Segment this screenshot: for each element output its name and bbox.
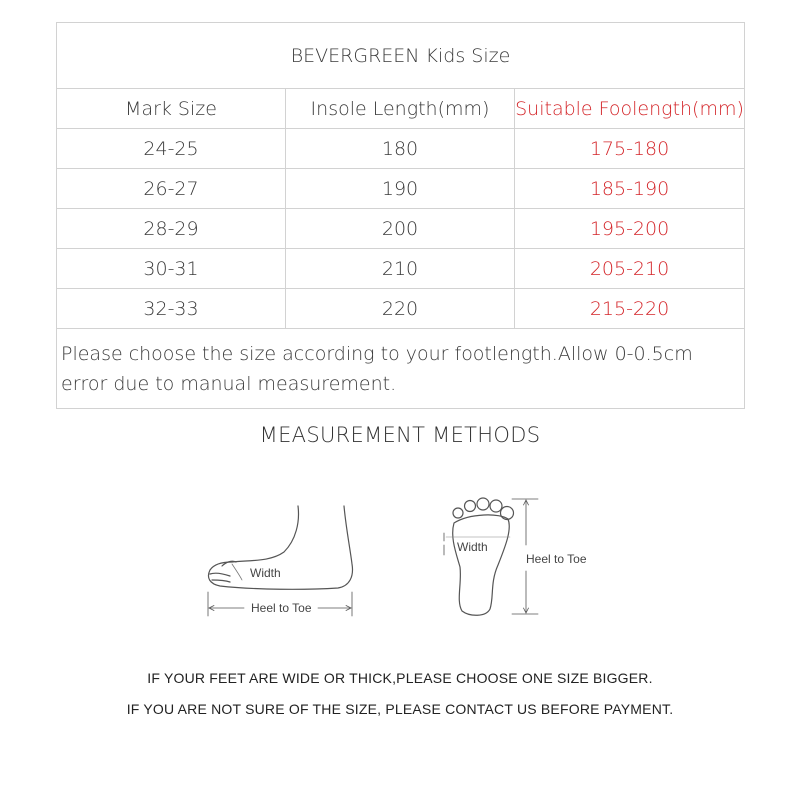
cell-insole-length: 190 <box>286 169 515 209</box>
header-suitable-footlength: Suitable Foolength(mm) <box>515 89 745 129</box>
cell-insole-length: 210 <box>286 249 515 289</box>
measurement-methods-title: MEASUREMENT METHODS <box>259 423 541 447</box>
cell-suitable-footlength: 175-180 <box>515 129 745 169</box>
size-note: Please choose the size according to your footlength.Allow 0-0.5cm error due to manual measurement. <box>57 329 745 409</box>
table-title: BEVERGREEN Kids Size <box>57 23 745 89</box>
side-width-label: Width <box>250 566 281 580</box>
cell-suitable-footlength: 205-210 <box>515 249 745 289</box>
cell-suitable-footlength: 215-220 <box>515 289 745 329</box>
header-insole-length: Insole Length(mm) <box>286 89 515 129</box>
table-row <box>57 129 745 169</box>
table-title-row <box>57 23 745 89</box>
header-mark-size: Mark Size <box>57 89 286 129</box>
cell-insole-length: 200 <box>286 209 515 249</box>
cell-suitable-footlength: 185-190 <box>515 169 745 209</box>
cell-insole-length: 220 <box>286 289 515 329</box>
cell-mark-size: 26-27 <box>57 169 286 209</box>
cell-mark-size: 24-25 <box>57 129 286 169</box>
top-width-label: Width <box>457 540 488 554</box>
table-row <box>57 289 745 329</box>
table-row <box>57 209 745 249</box>
notice-wide-feet: IF YOUR FEET ARE WIDE OR THICK,PLEASE CHOOSE ONE SIZE BIGGER. <box>147 670 653 686</box>
cell-mark-size: 30-31 <box>57 249 286 289</box>
table-row <box>57 169 745 209</box>
cell-insole-length: 180 <box>286 129 515 169</box>
side-length-label: Heel to Toe <box>251 601 312 615</box>
size-chart-table <box>56 22 745 409</box>
table-note-row <box>57 329 745 409</box>
notice-contact-us: IF YOU ARE NOT SURE OF THE SIZE, PLEASE CONTACT US BEFORE PAYMENT. <box>126 701 674 717</box>
table-header-row <box>57 89 745 129</box>
side-view-foot-diagram <box>196 500 366 625</box>
top-view-foot-diagram <box>440 493 600 621</box>
cell-mark-size: 28-29 <box>57 209 286 249</box>
table-row <box>57 249 745 289</box>
top-length-label: Heel to Toe <box>526 552 587 566</box>
cell-mark-size: 32-33 <box>57 289 286 329</box>
cell-suitable-footlength: 195-200 <box>515 209 745 249</box>
footprint-outline-icon <box>453 515 510 615</box>
